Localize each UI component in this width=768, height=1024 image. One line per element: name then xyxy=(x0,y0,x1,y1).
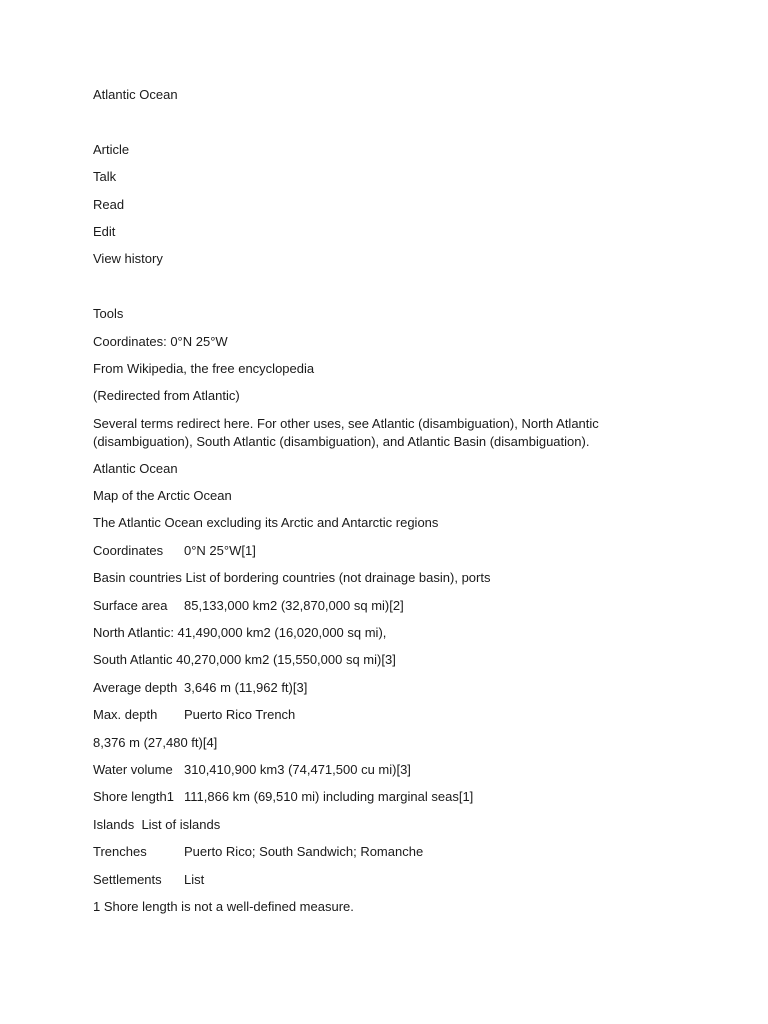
row-label: Islands xyxy=(93,816,135,832)
row-label: Surface area xyxy=(93,597,168,613)
row-max-depth xyxy=(93,706,693,733)
row-label: Max. depth xyxy=(93,707,158,723)
row-value: 3,646 m (11,962 ft)[3] xyxy=(184,679,308,695)
tools-link[interactable]: Tools xyxy=(93,306,124,322)
spacer xyxy=(93,113,693,140)
row-label: Settlements xyxy=(93,871,162,887)
row-value: Puerto Rico Trench xyxy=(184,707,296,723)
spacer xyxy=(93,278,693,305)
row-value: List of bordering countries (not drainage basin), ports xyxy=(185,570,491,586)
tab-edit[interactable]: Edit xyxy=(93,223,116,239)
tab-article[interactable]: Article xyxy=(93,141,130,157)
row-value: List xyxy=(184,871,205,887)
row-shore-length xyxy=(93,788,693,815)
row-value: 310,410,900 km3 (74,471,500 cu mi)[3] xyxy=(184,761,411,777)
row-islands xyxy=(93,816,693,843)
footnote: 1 Shore length is not a well-defined measure. xyxy=(93,898,354,914)
row-average-depth xyxy=(93,679,693,706)
coordinates-line: Coordinates: 0°N 25°W xyxy=(93,333,228,349)
row-label: Basin countries xyxy=(93,570,182,586)
infobox-title: Atlantic Ocean xyxy=(93,460,178,476)
row-value: 0°N 25°W[1] xyxy=(184,542,256,558)
row-label: Average depth xyxy=(93,679,178,695)
map-caption: Map of the Arctic Ocean xyxy=(93,488,232,504)
row-value: 111,866 km (69,510 mi) including marginal seas[1] xyxy=(184,789,474,805)
row-basin-countries xyxy=(93,569,693,596)
row-label: Water volume xyxy=(93,761,173,777)
tab-view-history[interactable]: View history xyxy=(93,251,163,267)
tab-read[interactable]: Read xyxy=(93,196,125,212)
row-surface-area xyxy=(93,597,693,624)
row-trenches xyxy=(93,843,693,870)
row-value: List of islands xyxy=(141,816,221,832)
tab-talk[interactable]: Talk xyxy=(93,169,117,185)
row-label: Trenches xyxy=(93,844,147,860)
row-water-volume xyxy=(93,761,693,788)
row-value: Puerto Rico; South Sandwich; Romanche xyxy=(184,844,424,860)
row-north-atlantic: North Atlantic: 41,490,000 km2 (16,020,000 sq mi), xyxy=(93,625,387,641)
row-max-depth-meters: 8,376 m (27,480 ft)[4] xyxy=(93,734,218,750)
row-coordinates xyxy=(93,542,693,569)
hatnote: Several terms redirect here. For other uses, see Atlantic (disambiguation), North Atlantic (disambiguation), South Atlantic (disambiguation), and Atlantic Basin (disambiguation). xyxy=(93,415,599,449)
document-page xyxy=(93,86,693,925)
image-caption: The Atlantic Ocean excluding its Arctic and Antarctic regions xyxy=(93,515,439,531)
row-value: 85,133,000 km2 (32,870,000 sq mi)[2] xyxy=(184,597,404,613)
redirect-note: (Redirected from Atlantic) xyxy=(93,388,240,404)
row-label: Shore length1 xyxy=(93,789,174,805)
row-label: Coordinates xyxy=(93,542,164,558)
source-line: From Wikipedia, the free encyclopedia xyxy=(93,360,315,376)
page-title: Atlantic Ocean xyxy=(93,87,178,102)
row-settlements xyxy=(93,871,693,898)
row-south-atlantic: South Atlantic 40,270,000 km2 (15,550,000 sq mi)[3] xyxy=(93,652,396,668)
